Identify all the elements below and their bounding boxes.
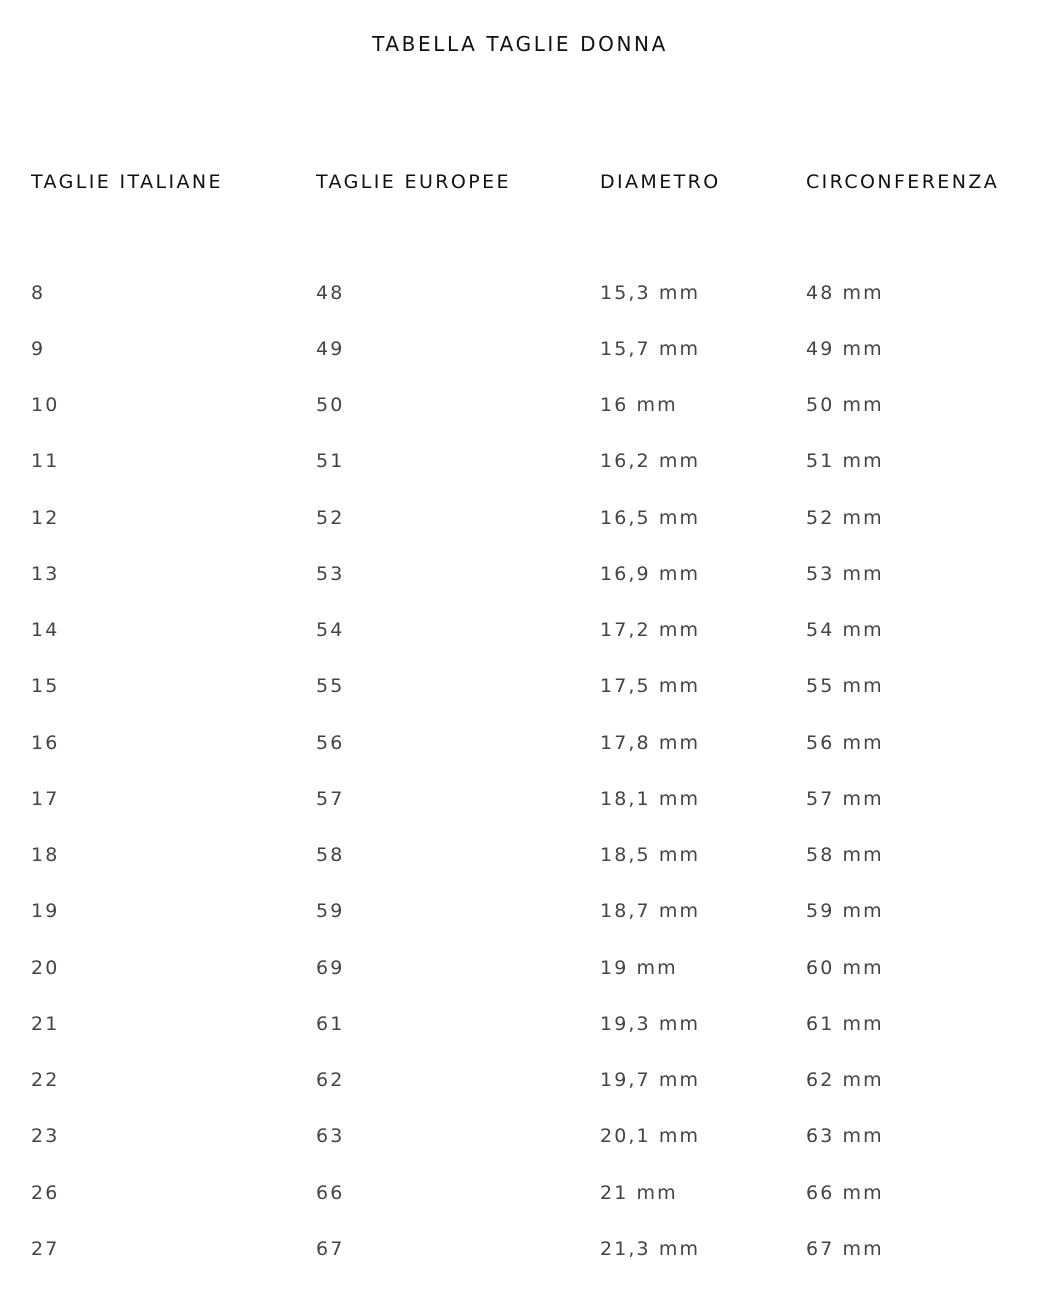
italian-size-cell: 27 bbox=[31, 1238, 60, 1260]
diameter-cell: 19,3 mm bbox=[600, 1013, 701, 1035]
italian-size-cell: 8 bbox=[31, 282, 46, 304]
italian-size-cell: 14 bbox=[31, 619, 60, 641]
circumference-cell: 58 mm bbox=[806, 844, 884, 866]
italian-size-cell: 21 bbox=[31, 1013, 60, 1035]
table-row bbox=[0, 1121, 1040, 1151]
italian-size-cell: 15 bbox=[31, 675, 60, 697]
table-row bbox=[0, 278, 1040, 308]
diameter-cell: 16,2 mm bbox=[600, 450, 701, 472]
circumference-cell: 61 mm bbox=[806, 1013, 884, 1035]
italian-size-cell: 9 bbox=[31, 338, 46, 360]
table-row bbox=[0, 1065, 1040, 1095]
european-size-cell: 48 bbox=[316, 282, 345, 304]
italian-size-cell: 22 bbox=[31, 1069, 60, 1091]
circumference-cell: 62 mm bbox=[806, 1069, 884, 1091]
italian-size-cell: 10 bbox=[31, 394, 60, 416]
european-size-cell: 66 bbox=[316, 1182, 345, 1204]
circumference-cell: 67 mm bbox=[806, 1238, 884, 1260]
european-size-cell: 53 bbox=[316, 563, 345, 585]
circumference-cell: 66 mm bbox=[806, 1182, 884, 1204]
european-size-cell: 52 bbox=[316, 507, 345, 529]
diameter-cell: 17,8 mm bbox=[600, 732, 701, 754]
european-size-cell: 50 bbox=[316, 394, 345, 416]
table-row bbox=[0, 896, 1040, 926]
circumference-cell: 51 mm bbox=[806, 450, 884, 472]
table-row bbox=[0, 446, 1040, 476]
diameter-cell: 19,7 mm bbox=[600, 1069, 701, 1091]
italian-size-cell: 19 bbox=[31, 900, 60, 922]
table-row bbox=[0, 1178, 1040, 1208]
european-size-cell: 67 bbox=[316, 1238, 345, 1260]
italian-size-cell: 13 bbox=[31, 563, 60, 585]
european-size-cell: 61 bbox=[316, 1013, 345, 1035]
european-size-cell: 63 bbox=[316, 1125, 345, 1147]
page-title: TABELLA TAGLIE DONNA bbox=[372, 32, 668, 56]
circumference-cell: 49 mm bbox=[806, 338, 884, 360]
table-row bbox=[0, 1234, 1040, 1264]
diameter-cell: 16,5 mm bbox=[600, 507, 701, 529]
european-size-cell: 59 bbox=[316, 900, 345, 922]
circumference-cell: 52 mm bbox=[806, 507, 884, 529]
table-row bbox=[0, 784, 1040, 814]
table-row bbox=[0, 671, 1040, 701]
circumference-cell: 54 mm bbox=[806, 619, 884, 641]
european-size-cell: 51 bbox=[316, 450, 345, 472]
italian-size-cell: 12 bbox=[31, 507, 60, 529]
circumference-cell: 59 mm bbox=[806, 900, 884, 922]
diameter-cell: 16 mm bbox=[600, 394, 678, 416]
header-european-sizes: TAGLIE EUROPEE bbox=[316, 171, 511, 193]
table-row bbox=[0, 1009, 1040, 1039]
italian-size-cell: 18 bbox=[31, 844, 60, 866]
table-row bbox=[0, 840, 1040, 870]
circumference-cell: 60 mm bbox=[806, 957, 884, 979]
diameter-cell: 18,7 mm bbox=[600, 900, 701, 922]
european-size-cell: 57 bbox=[316, 788, 345, 810]
diameter-cell: 16,9 mm bbox=[600, 563, 701, 585]
italian-size-cell: 23 bbox=[31, 1125, 60, 1147]
italian-size-cell: 16 bbox=[31, 732, 60, 754]
header-italian-sizes: TAGLIE ITALIANE bbox=[31, 171, 223, 193]
diameter-cell: 18,1 mm bbox=[600, 788, 701, 810]
circumference-cell: 63 mm bbox=[806, 1125, 884, 1147]
header-diameter: DIAMETRO bbox=[600, 171, 721, 193]
circumference-cell: 53 mm bbox=[806, 563, 884, 585]
table-row bbox=[0, 559, 1040, 589]
italian-size-cell: 20 bbox=[31, 957, 60, 979]
european-size-cell: 58 bbox=[316, 844, 345, 866]
table-row bbox=[0, 390, 1040, 420]
table-row bbox=[0, 953, 1040, 983]
diameter-cell: 15,3 mm bbox=[600, 282, 701, 304]
table-row bbox=[0, 334, 1040, 364]
circumference-cell: 48 mm bbox=[806, 282, 884, 304]
table-row bbox=[0, 503, 1040, 533]
diameter-cell: 20,1 mm bbox=[600, 1125, 701, 1147]
table-row bbox=[0, 615, 1040, 645]
circumference-cell: 55 mm bbox=[806, 675, 884, 697]
european-size-cell: 49 bbox=[316, 338, 345, 360]
diameter-cell: 17,2 mm bbox=[600, 619, 701, 641]
diameter-cell: 17,5 mm bbox=[600, 675, 701, 697]
european-size-cell: 56 bbox=[316, 732, 345, 754]
circumference-cell: 57 mm bbox=[806, 788, 884, 810]
diameter-cell: 18,5 mm bbox=[600, 844, 701, 866]
european-size-cell: 69 bbox=[316, 957, 345, 979]
european-size-cell: 62 bbox=[316, 1069, 345, 1091]
italian-size-cell: 26 bbox=[31, 1182, 60, 1204]
diameter-cell: 19 mm bbox=[600, 957, 678, 979]
circumference-cell: 56 mm bbox=[806, 732, 884, 754]
italian-size-cell: 11 bbox=[31, 450, 60, 472]
header-circumference: CIRCONFERENZA bbox=[806, 171, 1000, 193]
european-size-cell: 55 bbox=[316, 675, 345, 697]
diameter-cell: 21,3 mm bbox=[600, 1238, 701, 1260]
diameter-cell: 15,7 mm bbox=[600, 338, 701, 360]
european-size-cell: 54 bbox=[316, 619, 345, 641]
italian-size-cell: 17 bbox=[31, 788, 60, 810]
table-header bbox=[0, 167, 1040, 197]
circumference-cell: 50 mm bbox=[806, 394, 884, 416]
table-row bbox=[0, 728, 1040, 758]
diameter-cell: 21 mm bbox=[600, 1182, 678, 1204]
